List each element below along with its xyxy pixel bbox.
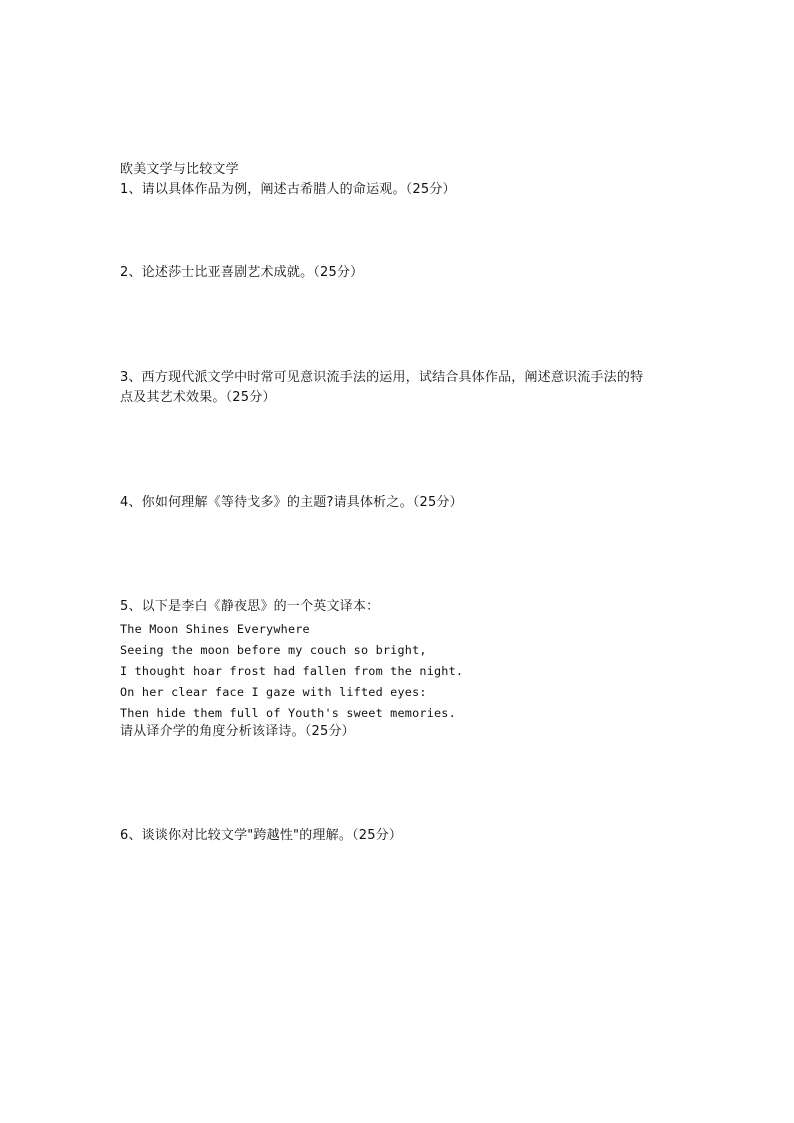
poem-line-3: On her clear face I gaze with lifted eyes: <box>120 685 427 699</box>
question-4: 4、你如何理解《等待戈多》的主题?请具体析之。（25分） <box>120 495 463 510</box>
poem-line-2: I thought hoar frost had fallen from the night. <box>120 664 464 678</box>
document-title: 欧美文学与比较文学 <box>120 162 239 177</box>
poem-line-1: Seeing the moon before my couch so bright, <box>120 643 427 657</box>
question-2: 2、论述莎士比亚喜剧艺术成就。（25分） <box>120 265 364 280</box>
question-3-line-2: 点及其艺术效果。（25分） <box>120 390 276 405</box>
poem-line-4: Then hide them full of Youth's sweet memories. <box>120 706 456 720</box>
question-5-intro: 5、以下是李白《静夜思》的一个英文译本： <box>120 599 380 614</box>
question-6: 6、谈谈你对比较文学"跨越性"的理解。（25分） <box>120 828 403 843</box>
question-1: 1、请以具体作品为例，阐述古希腊人的命运观。（25分） <box>120 182 456 197</box>
question-3-line-1: 3、西方现代派文学中时常可见意识流手法的运用，试结合具体作品，阐述意识流手法的特 <box>120 370 644 385</box>
poem-title: The Moon Shines Everywhere <box>120 622 310 636</box>
question-5-prompt: 请从译介学的角度分析该译诗。（25分） <box>120 724 355 739</box>
